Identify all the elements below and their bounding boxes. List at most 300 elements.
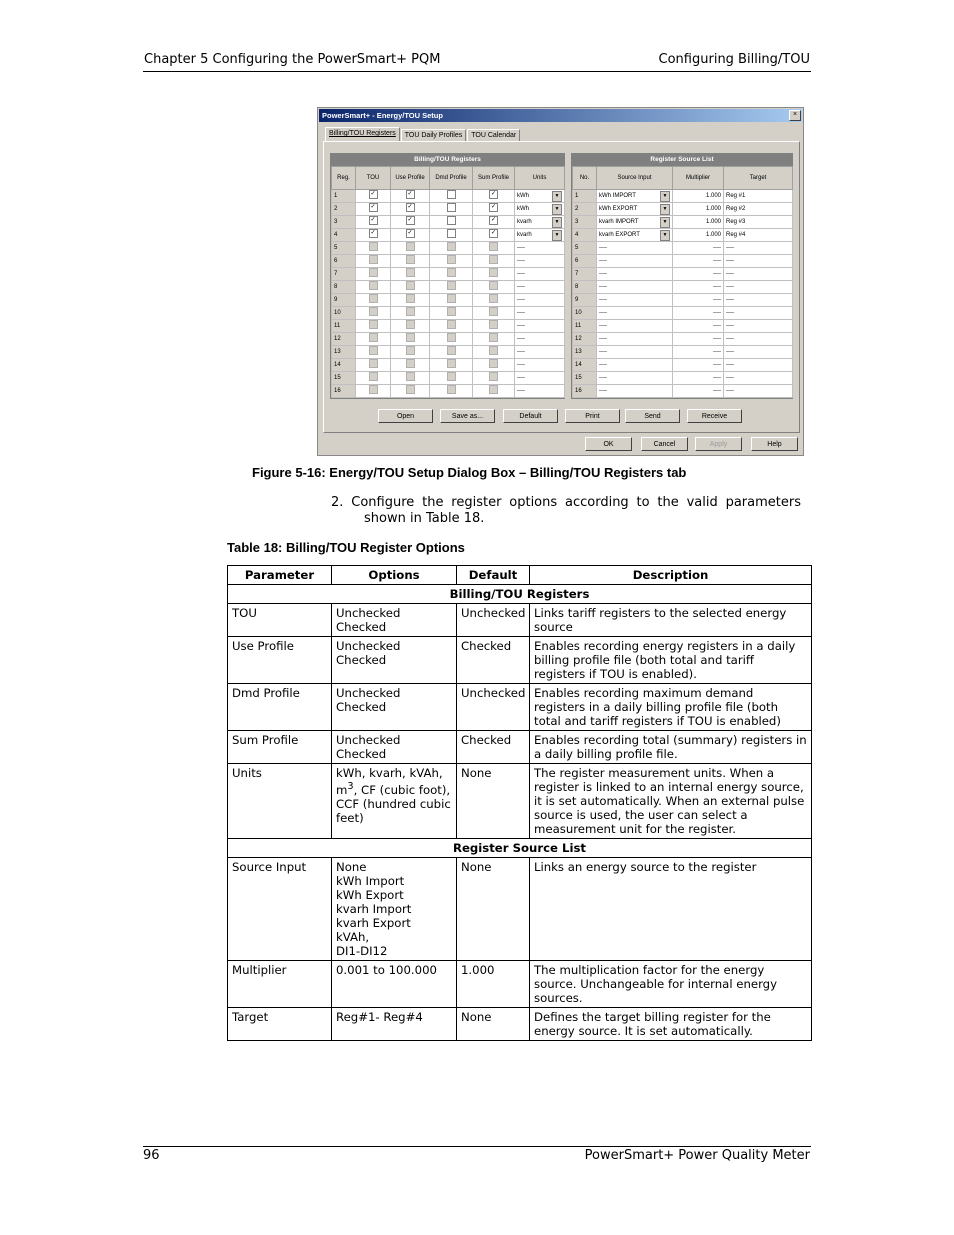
source-input-dropdown [599, 243, 670, 254]
register-use-checkbox[interactable] [406, 242, 415, 251]
source-input-cell [597, 320, 673, 333]
units-value: ---- [517, 270, 525, 277]
register-cell [430, 216, 473, 229]
register-tou-checkbox[interactable] [369, 359, 378, 368]
default-cell: None [457, 1008, 530, 1041]
register-cell [391, 372, 430, 385]
register-row [332, 255, 565, 268]
units-dropdown[interactable] [517, 230, 562, 241]
register-sum-checkbox[interactable] [489, 268, 498, 277]
source-row [573, 203, 793, 216]
cancel-button[interactable]: Cancel [641, 437, 688, 451]
register-cell [356, 294, 391, 307]
source-multiplier[interactable]: ---- [673, 320, 724, 333]
source-multiplier[interactable]: ---- [673, 281, 724, 294]
units-dropdown[interactable] [517, 217, 562, 228]
description-cell: Enables recording energy registers in a daily billing profile file (both total and tariff registers if TOU is enabled). [530, 637, 812, 684]
source-input-value: kWh IMPORT [599, 192, 636, 199]
units-value: ---- [517, 387, 525, 394]
register-tou-checkbox[interactable] [369, 333, 378, 342]
source-input-dropdown[interactable] [599, 191, 670, 202]
options-cell [332, 858, 457, 961]
source-row [573, 294, 793, 307]
close-icon[interactable]: × [789, 110, 801, 121]
register-units-cell [515, 255, 565, 268]
source-number: 15 [573, 372, 597, 385]
register-sum-checkbox[interactable] [489, 307, 498, 316]
units-dropdown[interactable] [517, 204, 562, 215]
options-cell [332, 731, 457, 764]
register-dmd-checkbox[interactable] [447, 281, 456, 290]
register-dmd-checkbox[interactable] [447, 255, 456, 264]
register-cell [473, 203, 515, 216]
dropdown-arrow-icon[interactable]: ▼ [660, 204, 670, 215]
register-cell [391, 216, 430, 229]
tab-billing-tou-registers[interactable]: Billing/TOU Registers [325, 127, 400, 142]
option-value: Checked [336, 620, 387, 634]
register-row [332, 203, 565, 216]
units-dropdown [517, 308, 562, 319]
register-number: 9 [332, 294, 356, 307]
register-units-cell [515, 333, 565, 346]
source-input-cell [597, 242, 673, 255]
register-tou-checkbox[interactable] [369, 255, 378, 264]
register-dmd-checkbox[interactable] [447, 203, 456, 212]
dropdown-arrow-icon[interactable]: ▼ [552, 191, 562, 202]
register-tou-checkbox[interactable] [369, 385, 378, 394]
source-input-value: ---- [599, 348, 607, 355]
source-target: ---- [724, 268, 793, 281]
source-multiplier[interactable]: ---- [673, 385, 724, 398]
option-value: Checked [336, 747, 387, 761]
parameter-cell: Source Input [228, 858, 332, 961]
register-sum-checkbox[interactable] [489, 372, 498, 381]
source-multiplier[interactable]: 1.000 [673, 203, 724, 216]
register-number: 2 [332, 203, 356, 216]
source-row [573, 320, 793, 333]
source-input-cell [597, 372, 673, 385]
option-value-m: m [336, 782, 348, 797]
register-dmd-checkbox[interactable] [447, 307, 456, 316]
dropdown-arrow-icon[interactable]: ▼ [552, 217, 562, 228]
register-units-cell [515, 281, 565, 294]
table-row [228, 1008, 812, 1041]
parameter-cell: Target [228, 1008, 332, 1041]
source-row [573, 242, 793, 255]
table-row [228, 637, 812, 684]
default-cell: Checked [457, 637, 530, 684]
register-sum-checkbox[interactable]: ✓ [490, 230, 497, 237]
register-cell [430, 190, 473, 203]
register-tou-checkbox[interactable]: ✓ [370, 230, 376, 237]
register-row [332, 190, 565, 203]
parameter-cell: Dmd Profile [228, 684, 332, 731]
source-target: Reg #2 [724, 203, 793, 216]
register-cell [473, 268, 515, 281]
register-use-checkbox[interactable]: ✓ [407, 191, 413, 198]
option-value: Unchecked [336, 733, 401, 747]
source-number: 13 [573, 346, 597, 359]
register-sum-checkbox[interactable]: ✓ [490, 217, 497, 224]
source-input-value: ---- [599, 257, 607, 264]
register-row [332, 294, 565, 307]
units-value: ---- [517, 322, 525, 329]
option-value: kWh, kvarh, kVAh, [336, 766, 443, 780]
description-cell: Enables recording maximum demand registers in a daily billing profile file (both total and tariff registers if TOU is enabled) [530, 684, 812, 731]
footer-rule [143, 1146, 811, 1147]
receive-button[interactable]: Receive [687, 409, 742, 423]
register-sum-checkbox[interactable] [489, 242, 498, 251]
dropdown-arrow-icon[interactable]: ▼ [552, 230, 562, 241]
register-sum-checkbox[interactable] [489, 333, 498, 342]
source-multiplier[interactable]: ---- [673, 268, 724, 281]
register-cell [473, 385, 515, 398]
source-number: 11 [573, 320, 597, 333]
register-cell [356, 242, 391, 255]
register-tou-checkbox[interactable]: ✓ [370, 204, 376, 211]
source-target: ---- [724, 372, 793, 385]
default-cell: Checked [457, 731, 530, 764]
register-number: 10 [332, 307, 356, 320]
register-row [332, 359, 565, 372]
register-row [332, 320, 565, 333]
source-multiplier[interactable]: 1.000 [673, 190, 724, 203]
sources-header: No. [573, 167, 597, 190]
parameter-cell: Multiplier [228, 961, 332, 1008]
units-dropdown [517, 386, 562, 397]
step-text: 2. Configure the register options according to the valid parameters [331, 495, 801, 510]
dropdown-arrow-icon[interactable]: ▼ [660, 217, 670, 228]
register-use-checkbox[interactable] [406, 333, 415, 342]
register-sum-checkbox[interactable] [489, 320, 498, 329]
register-units-cell [515, 372, 565, 385]
register-use-checkbox[interactable] [406, 307, 415, 316]
register-dmd-checkbox[interactable] [447, 320, 456, 329]
source-multiplier[interactable]: 1.000 [673, 216, 724, 229]
register-tou-checkbox[interactable] [369, 294, 378, 303]
option-value: None [336, 860, 367, 874]
register-use-checkbox[interactable] [406, 294, 415, 303]
register-cell [356, 359, 391, 372]
register-dmd-checkbox[interactable] [447, 294, 456, 303]
default-button[interactable]: Default [503, 409, 558, 423]
register-sum-checkbox[interactable]: ✓ [490, 204, 497, 211]
source-number: 8 [573, 281, 597, 294]
source-row [573, 307, 793, 320]
register-use-checkbox[interactable]: ✓ [407, 204, 413, 211]
source-multiplier[interactable]: 1.000 [673, 229, 724, 242]
source-input-cell [597, 268, 673, 281]
option-value: Reg#1- Reg#4 [336, 1010, 423, 1024]
default-cell: None [457, 858, 530, 961]
units-value: ---- [517, 361, 525, 368]
source-input-value: ---- [599, 270, 607, 277]
register-number: 13 [332, 346, 356, 359]
source-multiplier[interactable]: ---- [673, 294, 724, 307]
register-units-cell [515, 268, 565, 281]
source-input-dropdown [599, 269, 670, 280]
register-use-checkbox[interactable] [406, 320, 415, 329]
register-sum-checkbox[interactable]: ✓ [490, 191, 497, 198]
register-cell [356, 255, 391, 268]
source-multiplier[interactable]: ---- [673, 372, 724, 385]
register-cell [391, 346, 430, 359]
options-cell [332, 604, 457, 637]
register-dmd-checkbox[interactable] [447, 216, 456, 225]
register-cell [430, 320, 473, 333]
source-input-value: kvarh IMPORT [599, 218, 639, 225]
register-cell [473, 242, 515, 255]
register-sum-checkbox[interactable] [489, 346, 498, 355]
register-tou-checkbox[interactable] [369, 268, 378, 277]
source-number: 16 [573, 385, 597, 398]
units-value: ---- [517, 283, 525, 290]
register-cell [391, 385, 430, 398]
registers-header: Units [515, 167, 565, 190]
units-dropdown [517, 360, 562, 371]
register-dmd-checkbox[interactable] [447, 359, 456, 368]
registers-header: Dmd Profile [430, 167, 473, 190]
footer-title: PowerSmart+ Power Quality Meter [584, 1148, 810, 1163]
source-input-dropdown [599, 360, 670, 371]
register-use-checkbox[interactable] [406, 255, 415, 264]
register-cell [473, 320, 515, 333]
source-target: ---- [724, 255, 793, 268]
units-value: ---- [517, 335, 525, 342]
register-cell [430, 359, 473, 372]
register-cell [391, 307, 430, 320]
source-input-value: ---- [599, 322, 607, 329]
register-cell [430, 294, 473, 307]
register-row [332, 281, 565, 294]
register-cell [391, 320, 430, 333]
register-sum-checkbox[interactable] [489, 385, 498, 394]
register-cell [430, 229, 473, 242]
apply-button[interactable]: Apply [695, 437, 742, 451]
register-dmd-checkbox[interactable] [447, 190, 456, 199]
register-number: 1 [332, 190, 356, 203]
source-target: ---- [724, 346, 793, 359]
option-value: Checked [336, 653, 387, 667]
register-cell [473, 294, 515, 307]
source-input-dropdown [599, 334, 670, 345]
register-tou-checkbox[interactable] [369, 242, 378, 251]
header-chapter: Chapter 5 Configuring the PowerSmart+ PQM [144, 52, 441, 67]
source-multiplier[interactable]: ---- [673, 242, 724, 255]
source-input-cell [597, 281, 673, 294]
table-caption: Table 18: Billing/TOU Register Options [227, 540, 465, 555]
register-sum-checkbox[interactable] [489, 359, 498, 368]
tab-tou-daily-profiles[interactable]: TOU Daily Profiles [401, 129, 466, 142]
source-multiplier[interactable]: ---- [673, 359, 724, 372]
units-dropdown [517, 295, 562, 306]
source-target: ---- [724, 320, 793, 333]
option-value: , CF (cubic foot), CCF (hundred cubic feet) [336, 782, 451, 825]
dropdown-arrow-icon[interactable]: ▼ [552, 204, 562, 215]
page-number: 96 [143, 1148, 160, 1163]
section-register-source-list: Register Source List [228, 839, 812, 858]
save-as-button[interactable]: Save as... [440, 409, 495, 423]
default-cell: Unchecked [457, 684, 530, 731]
register-dmd-checkbox[interactable] [447, 268, 456, 277]
step-text-cont: shown in Table 18. [364, 511, 485, 526]
table-row [228, 764, 812, 839]
print-button[interactable]: Print [565, 409, 620, 423]
source-input-value: ---- [599, 309, 607, 316]
options-cell [332, 764, 457, 839]
register-row [332, 268, 565, 281]
units-dropdown [517, 321, 562, 332]
source-input-cell [597, 229, 673, 242]
source-target: ---- [724, 359, 793, 372]
table-row [228, 961, 812, 1008]
register-use-checkbox[interactable] [406, 281, 415, 290]
register-tou-checkbox[interactable]: ✓ [370, 191, 376, 198]
register-units-cell [515, 385, 565, 398]
default-cell: Unchecked [457, 604, 530, 637]
dialog-tabs [325, 127, 521, 141]
source-row [573, 346, 793, 359]
register-units-cell [515, 346, 565, 359]
figure-caption: Figure 5-16: Energy/TOU Setup Dialog Box – Billing/TOU Registers tab [252, 465, 687, 480]
table-row [228, 604, 812, 637]
register-cell [391, 359, 430, 372]
register-use-checkbox[interactable] [406, 346, 415, 355]
units-value: kvarh [517, 218, 532, 225]
register-units-cell [515, 242, 565, 255]
register-row [332, 242, 565, 255]
register-dmd-checkbox[interactable] [447, 346, 456, 355]
ok-button[interactable]: OK [585, 437, 632, 451]
option-value: kvarh Import [336, 902, 412, 916]
dropdown-arrow-icon[interactable]: ▼ [660, 230, 670, 241]
register-sum-checkbox[interactable] [489, 255, 498, 264]
register-tou-checkbox[interactable] [369, 346, 378, 355]
units-value: ---- [517, 374, 525, 381]
source-input-dropdown[interactable] [599, 230, 670, 241]
default-cell: 1.000 [457, 961, 530, 1008]
register-cell [356, 268, 391, 281]
register-use-checkbox[interactable] [406, 268, 415, 277]
register-units-cell [515, 307, 565, 320]
tab-tou-calendar[interactable]: TOU Calendar [467, 129, 520, 142]
register-row [332, 385, 565, 398]
registers-grid-title: Billing/TOU Registers [331, 154, 564, 166]
register-use-checkbox[interactable] [406, 372, 415, 381]
dropdown-arrow-icon[interactable]: ▼ [660, 191, 670, 202]
register-use-checkbox[interactable]: ✓ [407, 217, 413, 224]
options-cell [332, 684, 457, 731]
register-tou-checkbox[interactable] [369, 320, 378, 329]
source-input-dropdown[interactable] [599, 204, 670, 215]
register-units-cell [515, 294, 565, 307]
description-cell: Enables recording total (summary) registers in a daily billing profile file. [530, 731, 812, 764]
option-value: Unchecked [336, 639, 401, 653]
register-use-checkbox[interactable] [406, 385, 415, 394]
source-multiplier[interactable]: ---- [673, 346, 724, 359]
col-default: Default [457, 566, 530, 585]
register-dmd-checkbox[interactable] [447, 385, 456, 394]
source-row [573, 268, 793, 281]
header-section: Configuring Billing/TOU [658, 52, 810, 67]
units-dropdown [517, 282, 562, 293]
register-dmd-checkbox[interactable] [447, 242, 456, 251]
source-multiplier[interactable]: ---- [673, 333, 724, 346]
default-cell: None [457, 764, 530, 839]
register-cell [473, 281, 515, 294]
source-target: ---- [724, 333, 793, 346]
source-target: Reg #1 [724, 190, 793, 203]
source-target: Reg #3 [724, 216, 793, 229]
register-tou-checkbox[interactable] [369, 372, 378, 381]
register-cell [356, 385, 391, 398]
source-multiplier[interactable]: ---- [673, 307, 724, 320]
units-dropdown[interactable] [517, 191, 562, 202]
units-dropdown [517, 373, 562, 384]
register-cell [356, 190, 391, 203]
source-row [573, 359, 793, 372]
parameter-cell: Use Profile [228, 637, 332, 684]
source-row [573, 216, 793, 229]
source-input-dropdown[interactable] [599, 217, 670, 228]
source-input-cell [597, 203, 673, 216]
register-cell [356, 281, 391, 294]
source-number: 7 [573, 268, 597, 281]
register-use-checkbox[interactable] [406, 359, 415, 368]
register-cell [356, 229, 391, 242]
register-use-checkbox[interactable]: ✓ [407, 230, 413, 237]
register-tou-checkbox[interactable] [369, 281, 378, 290]
source-input-dropdown [599, 256, 670, 267]
source-grid-title: Register Source List [572, 154, 792, 166]
register-dmd-checkbox[interactable] [447, 333, 456, 342]
register-cell [391, 294, 430, 307]
description-cell: Links tariff registers to the selected energy source [530, 604, 812, 637]
register-cell [473, 333, 515, 346]
register-cell [430, 242, 473, 255]
source-input-dropdown [599, 282, 670, 293]
source-row [573, 255, 793, 268]
register-sum-checkbox[interactable] [489, 281, 498, 290]
units-dropdown [517, 347, 562, 358]
options-cell [332, 637, 457, 684]
register-tou-checkbox[interactable] [369, 307, 378, 316]
table-row [228, 731, 812, 764]
units-value: kvarh [517, 231, 532, 238]
table-row [228, 858, 812, 961]
help-button[interactable]: Help [751, 437, 798, 451]
register-cell [430, 346, 473, 359]
source-input-cell [597, 190, 673, 203]
send-button[interactable]: Send [625, 409, 680, 423]
register-number: 8 [332, 281, 356, 294]
open-button[interactable]: Open [378, 409, 433, 423]
register-cell [391, 242, 430, 255]
register-cell [473, 307, 515, 320]
source-input-cell [597, 294, 673, 307]
register-dmd-checkbox[interactable] [447, 372, 456, 381]
units-value: ---- [517, 296, 525, 303]
register-tou-checkbox[interactable]: ✓ [370, 217, 376, 224]
units-dropdown [517, 334, 562, 345]
units-dropdown [517, 256, 562, 267]
source-number: 6 [573, 255, 597, 268]
register-sum-checkbox[interactable] [489, 294, 498, 303]
options-cell [332, 961, 457, 1008]
source-input-value: ---- [599, 296, 607, 303]
source-multiplier[interactable]: ---- [673, 255, 724, 268]
register-dmd-checkbox[interactable] [447, 229, 456, 238]
